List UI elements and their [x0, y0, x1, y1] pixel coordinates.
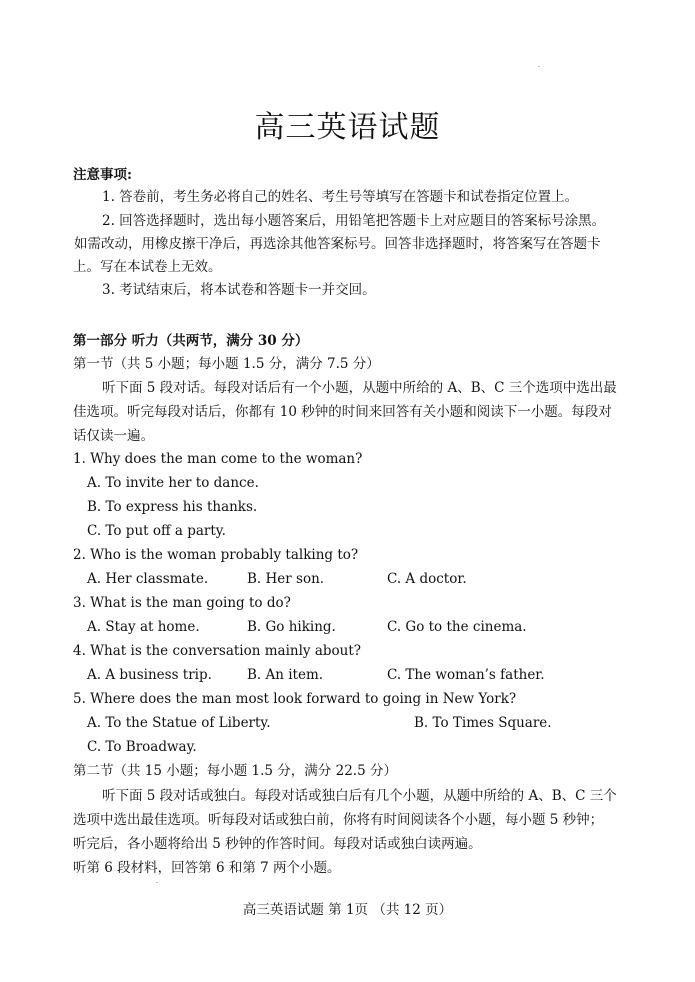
q5-option-b: B. To Times Square.: [414, 715, 552, 731]
section2-instructions-3: 听完后，各小题将给出 5 秒钟的作答时间。每段对话或独白读两遍。: [73, 836, 482, 852]
notes-item-2-cont: 如需改动，用橡皮擦干净后，再选涂其他答案标号。回答非选择题时，将答案写在答题卡: [74, 236, 601, 252]
question-3: 3. What is the man going to do?: [73, 595, 291, 611]
question-2: 2. Who is the woman probably talking to?: [73, 547, 359, 563]
question-5: 5. Where does the man most look forward to going in New York?: [73, 691, 517, 707]
section1-heading: 第一节（共 5 小题；每小题 1.5 分，满分 7.5 分）: [73, 356, 380, 372]
stray-dot-bottom: .: [156, 878, 158, 885]
section1-instructions-1: 听下面 5 段对话。每段对话后有一个小题，从题中所给的 A、B、C 三个选项中选出最: [102, 380, 617, 396]
question-1: 1. Why does the man come to the woman?: [73, 451, 363, 467]
notes-item-3: 3. 考试结束后，将本试卷和答题卡一并交回。: [102, 282, 376, 298]
page-title: 高三英语试题: [254, 110, 441, 145]
q3-option-b: B. Go hiking.: [247, 619, 336, 635]
section2-instructions-2: 选项中选出最佳选项。听每段对话或独白前，你将有时间阅读各个小题，每小题 5 秒钟；: [73, 812, 604, 828]
q4-option-a: A. A business trip.: [87, 667, 212, 683]
q2-option-b: B. Her son.: [247, 571, 325, 587]
q4-option-b: B. An item.: [247, 667, 324, 683]
q1-option-b: B. To express his thanks.: [87, 499, 258, 515]
q1-option-a: A. To invite her to dance.: [87, 475, 259, 491]
notes-item-2-end: 上。写在本试卷上无效。: [73, 259, 222, 275]
section2-instructions-1: 听下面 5 段对话或独白。每段对话或独白后有几个小题，从题中所给的 A、B、C 三个: [102, 788, 617, 804]
notes-item-2: 2. 回答选择题时，选出每小题答案后，用铅笔把答题卡上对应题目的答案标号涂黑。: [102, 213, 606, 229]
section2-heading: 第二节（共 15 小题；每小题 1.5 分，满分 22.5 分）: [73, 763, 397, 779]
page-footer: 高三英语试题 第 1页 （共 12 页）: [242, 902, 453, 918]
q2-option-a: A. Her classmate.: [87, 571, 209, 587]
q3-option-c: C. Go to the cinema.: [387, 619, 527, 635]
q3-option-a: A. Stay at home.: [87, 619, 200, 635]
part1-heading: 第一部分 听力（共两节，满分 30 分）: [73, 333, 309, 349]
notes-item-1: 1. 答卷前，考生务必将自己的姓名、考生号等填写在答题卡和试卷指定位置上。: [102, 189, 579, 205]
notes-heading: 注意事项:: [73, 167, 132, 183]
q5-option-a: A. To the Statue of Liberty.: [87, 715, 271, 731]
section2-material: 听第 6 段材料，回答第 6 和第 7 两个小题。: [73, 860, 341, 876]
q4-option-c: C. The woman’s father.: [387, 667, 545, 683]
section1-instructions-3: 话仅读一遍。: [73, 428, 154, 444]
q2-option-c: C. A doctor.: [387, 571, 467, 587]
section1-instructions-2: 佳选项。听完每段对话后，你都有 10 秒钟的时间来回答有关小题和阅读下一小题。每段对: [73, 404, 612, 420]
stray-dot-top: .: [538, 62, 540, 69]
q5-option-c: C. To Broadway.: [87, 739, 197, 755]
question-4: 4. What is the conversation mainly about?: [73, 643, 362, 659]
q1-option-c: C. To put off a party.: [87, 523, 226, 539]
